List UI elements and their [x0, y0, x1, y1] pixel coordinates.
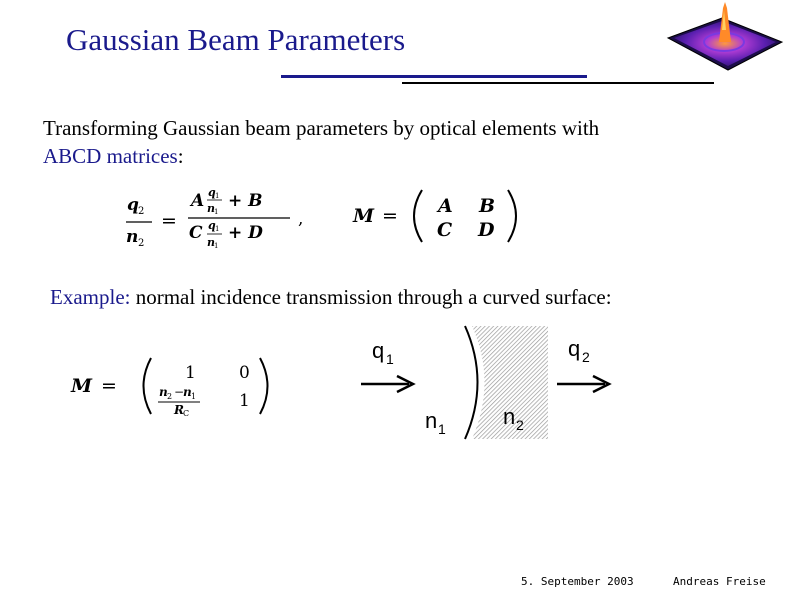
footer-date: 5. September 2003	[521, 575, 634, 588]
matrix2-equals: =	[101, 375, 117, 397]
matrix2-num-n1-sub: 1	[191, 392, 197, 401]
title-underline-black	[402, 82, 714, 84]
formula-equals: =	[161, 210, 177, 232]
matrix1-C: C	[437, 219, 453, 241]
formula-q1-bottom-sub: 1	[215, 225, 220, 233]
matrix1-equals: =	[382, 205, 398, 227]
abcd-matrix-general	[350, 186, 530, 248]
matrix2-M: M	[71, 375, 93, 397]
formula-n1-bottom-sub: 1	[214, 242, 219, 250]
matrix2-m11: 1	[185, 363, 196, 383]
matrix2-num-n2-sub: 2	[167, 392, 173, 401]
matrix2-right-paren	[260, 358, 268, 414]
curved-surface-diagram	[355, 320, 625, 446]
formula-q1-top: q	[208, 186, 216, 199]
title-underline-blue	[281, 75, 587, 78]
formula-C: C	[189, 223, 203, 243]
beam-profile-logo	[664, 0, 786, 78]
matrix1-D: D	[478, 219, 495, 241]
formula-q1-bottom: q	[208, 219, 216, 232]
matrix2-num-n1: n	[183, 385, 192, 399]
formula-n1-top-sub: 1	[214, 208, 219, 216]
formula-q1-top-sub: 1	[215, 192, 220, 200]
matrix2-num-n2: n	[159, 385, 168, 399]
label-q2: q	[568, 336, 581, 361]
beam-transform-formula	[118, 180, 318, 252]
label-n1-sub: 1	[438, 421, 446, 437]
slide-title: Gaussian Beam Parameters	[66, 22, 406, 57]
matrix2-m22: 1	[239, 391, 250, 411]
intro-text-line1: Transforming Gaussian beam parameters by optical elements with	[43, 116, 600, 140]
matrix1-right-paren	[508, 190, 516, 242]
formula-n1-top: n	[207, 202, 215, 215]
formula-q2-sub: 2	[138, 206, 145, 217]
formula-n1-bottom: n	[207, 236, 215, 249]
matrix1-B: B	[479, 195, 496, 217]
label-n1: n	[425, 408, 438, 433]
matrix1-A: A	[438, 195, 453, 217]
formula-q2: q	[127, 195, 139, 215]
formula-plus-D: + D	[228, 223, 263, 243]
label-q2-sub: 2	[582, 349, 590, 365]
formula-n2-sub: 2	[138, 238, 145, 249]
label-q1: q	[372, 338, 385, 363]
curved-surface-line	[465, 326, 478, 439]
matrix2-den-R: R	[174, 403, 184, 417]
footer-author: Andreas Freise	[673, 575, 766, 588]
label-n2-sub: 2	[516, 417, 524, 433]
matrix1-M: M	[353, 205, 375, 227]
formula-n2: n	[126, 227, 139, 247]
matrix2-m12: 0	[239, 363, 250, 383]
intro-text-line2	[43, 144, 184, 169]
intro-colon: :	[177, 144, 184, 168]
example-text	[50, 285, 612, 310]
matrix2-num-minus: −	[174, 385, 185, 399]
formula-comma: ,	[298, 209, 304, 229]
formula-plus-B: + B	[228, 191, 263, 211]
matrix2-den-R-sub: C	[183, 409, 190, 418]
example-description: normal incidence transmission through a curved surface:	[130, 285, 612, 309]
example-label: Example:	[50, 285, 131, 309]
curved-surface-matrix	[68, 354, 280, 420]
label-n2: n	[503, 404, 516, 429]
abcd-matrices-label: ABCD matrices	[43, 144, 178, 168]
label-q1-sub: 1	[386, 351, 394, 367]
matrix1-left-paren	[414, 190, 422, 242]
matrix2-left-paren	[144, 358, 152, 414]
formula-A: A	[191, 191, 205, 211]
